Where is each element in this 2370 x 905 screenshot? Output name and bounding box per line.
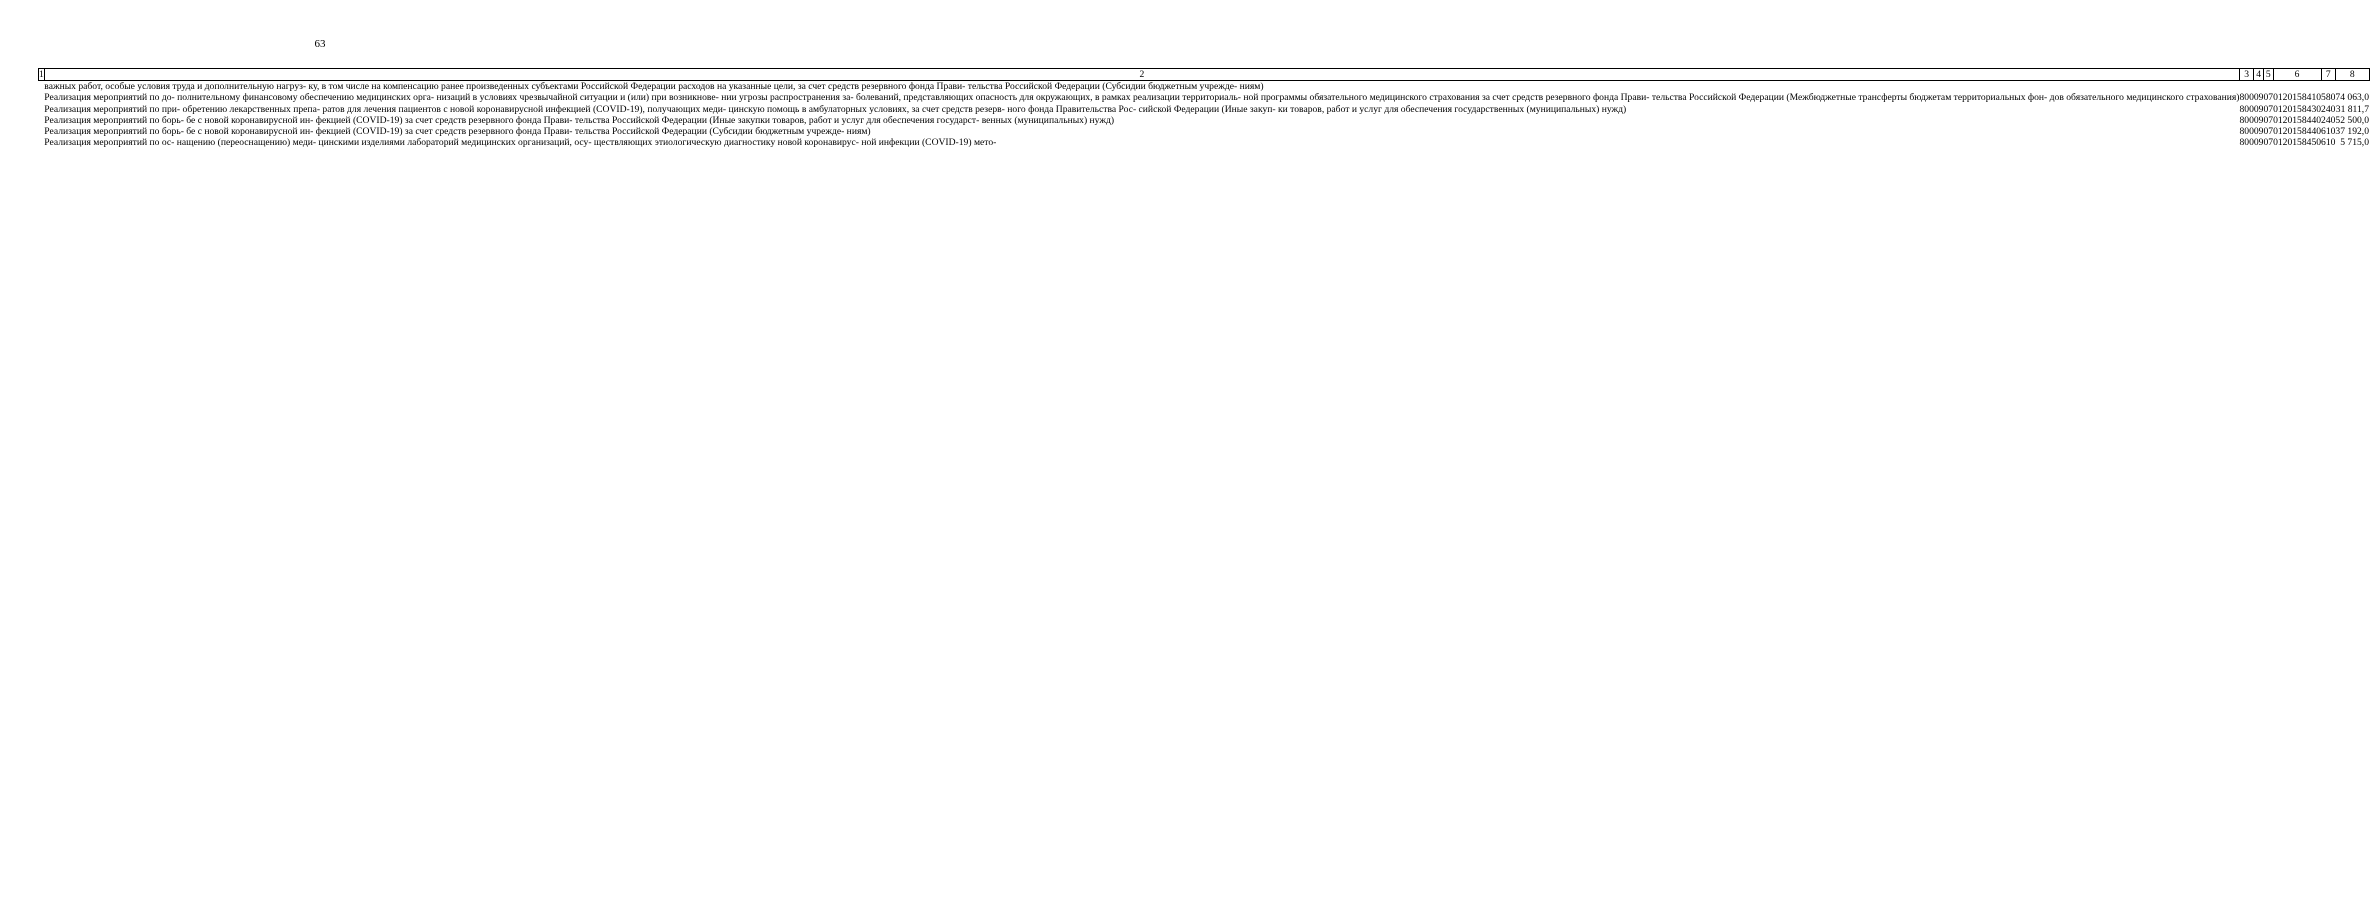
row-expense-type-code: 610 <box>2321 126 2336 138</box>
row-ministry-code: 800 <box>2239 126 2254 138</box>
row-expense-type-code: 240 <box>2321 103 2336 115</box>
row-expense-type-code: 240 <box>2321 114 2336 126</box>
row-amount: 52 500,0 <box>2335 114 2369 126</box>
column-header: 3 <box>2239 69 2253 81</box>
row-subprogram-code: 2 <box>2282 114 2288 126</box>
column-header: 7 <box>2321 69 2335 81</box>
row-ministry-code: 800 <box>2239 92 2254 104</box>
table-row <box>39 81 2370 93</box>
table-row <box>39 104 2370 115</box>
row-amount <box>2335 81 2369 93</box>
row-direction-code: 58430 <box>2297 103 2322 115</box>
row-main-activity-code: 01 <box>2287 126 2298 138</box>
row-expense-type-code: 580 <box>2321 92 2336 104</box>
row-subsection-code: 07 <box>2263 126 2274 138</box>
row-section-code <box>2254 81 2264 93</box>
column-number-row <box>39 69 2370 81</box>
row-subsection-code: 07 <box>2263 103 2274 115</box>
column-header: 6 <box>2273 69 2321 81</box>
row-main-activity-code <box>2287 81 2297 93</box>
row-subsection-code: 07 <box>2263 92 2274 104</box>
row-subsection-code: 07 <box>2263 114 2274 126</box>
row-direction-code <box>2297 81 2321 93</box>
row-subprogram-code: 2 <box>2282 126 2288 138</box>
row-section-code: 09 <box>2253 126 2264 138</box>
row-amount: 37 192,0 <box>2335 126 2369 138</box>
row-program-code: 01 <box>2273 126 2283 138</box>
table-row <box>39 92 2370 103</box>
row-amount: 5 715,0 <box>2340 137 2369 149</box>
row-direction-code: 58440 <box>2297 114 2322 126</box>
row-amount: 74 063,0 <box>2335 92 2369 104</box>
row-direction-code: 58440 <box>2297 126 2322 138</box>
row-section-code: 09 <box>2253 137 2264 149</box>
column-header: 1 <box>39 69 44 80</box>
row-subprogram-code: 2 <box>2282 92 2288 104</box>
row-description: Реализация мероприятий по при- обретению лекарственных препа- ратов для лечения пациентов с новой коронавирусной инфекцией (COVID-19), получающих меди- цинскую помощь в амбулаторных условиях, за счет средств резерв- ного фонда Правительства Рос- сийской Федерации (Иные закуп- ки товаров, работ и услуг для обеспечения государственных (муниципальных) нужд) <box>44 103 1627 115</box>
row-direction-code: 58450 <box>2297 137 2322 149</box>
row-main-activity-code: 01 <box>2287 137 2298 149</box>
table-row <box>39 137 2370 148</box>
row-section-code: 09 <box>2253 92 2264 104</box>
row-ministry-code: 800 <box>2239 103 2254 115</box>
row-subprogram-code: 2 <box>2282 103 2288 115</box>
row-section-code: 09 <box>2253 114 2264 126</box>
row-direction-code: 58410 <box>2297 92 2322 104</box>
column-header: 4 <box>2254 69 2264 81</box>
row-description: Реализация мероприятий по борь- бе с новой коронавирусной ин- фекцией (COVID-19) за счет средств резервного фонда Прави- тельства Российской Федерации (Иные закупки товаров, работ и услуг для обеспечения государст- венных (муниципальных) нужд) <box>44 114 1115 126</box>
row-subprogram-code: 2 <box>2282 137 2288 149</box>
row-main-activity-code: 01 <box>2287 103 2298 115</box>
row-ministry-code <box>2239 81 2253 93</box>
row-program-code: 01 <box>2273 114 2283 126</box>
row-main-activity-code: 01 <box>2287 114 2298 126</box>
row-description: Реализация мероприятий по до- полнительному финансовому обеспечению медицинских орга- низаций в условиях чрезвычайной ситуации и (или) при возникнове- нии угрозы распространения за- болеваний, представляющих опасность для окружающих, в рамках реализации территориаль- ной программы обязательного медицинского страхования за счет средств резервного фонда Прави- тельства Российской Федерации (Межбюджетные трансферты бюджетам территориальных фон- дов обязательного медицинского страхования) <box>44 92 2240 104</box>
column-header: 2 <box>44 69 2239 81</box>
column-header: 8 <box>2335 69 2369 81</box>
row-expense-type-code: 610 <box>2321 137 2336 149</box>
row-program-code: 01 <box>2273 103 2283 115</box>
row-subsection-code <box>2263 81 2273 93</box>
row-program-code <box>2273 81 2283 93</box>
row-amount: 31 811,7 <box>2335 103 2369 115</box>
budget-table <box>38 68 2370 148</box>
row-ministry-code: 800 <box>2239 137 2254 149</box>
row-program-code: 01 <box>2273 92 2283 104</box>
table-row <box>39 115 2370 126</box>
table-row <box>39 126 2370 137</box>
row-description: Реализация мероприятий по ос- нащению (переоснащению) меди- цинскими изделиями лабораторий медицинских организаций, осу- ществляющих этиологическую диагностику новой коронавирус- ной инфекции (COVID-19) мето- <box>44 137 997 149</box>
page-number: 63 <box>314 38 326 50</box>
row-ministry-code: 800 <box>2239 114 2254 126</box>
row-main-activity-code: 01 <box>2287 92 2298 104</box>
row-section-code: 09 <box>2253 103 2264 115</box>
column-header: 5 <box>2263 69 2273 81</box>
row-description: важных работ, особые условия труда и дополнительную нагруз- ку, в том числе на компенсацию ранее произведенных субъектами Российской Федерации расходов на указанные цели, за счет средств резервного фонда Прави- тельства Российской Федерации (Субсидии бюджетным учрежде- ниям) <box>44 81 1264 93</box>
row-program-code: 01 <box>2273 137 2283 149</box>
row-description: Реализация мероприятий по борь- бе с новой коронавирусной ин- фекцией (COVID-19) за счет средств резервного фонда Прави- тельства Российской Федерации (Субсидии бюджетным учрежде- ниям) <box>44 126 871 138</box>
row-subsection-code: 07 <box>2263 137 2274 149</box>
row-expense-type-code <box>2321 81 2335 93</box>
